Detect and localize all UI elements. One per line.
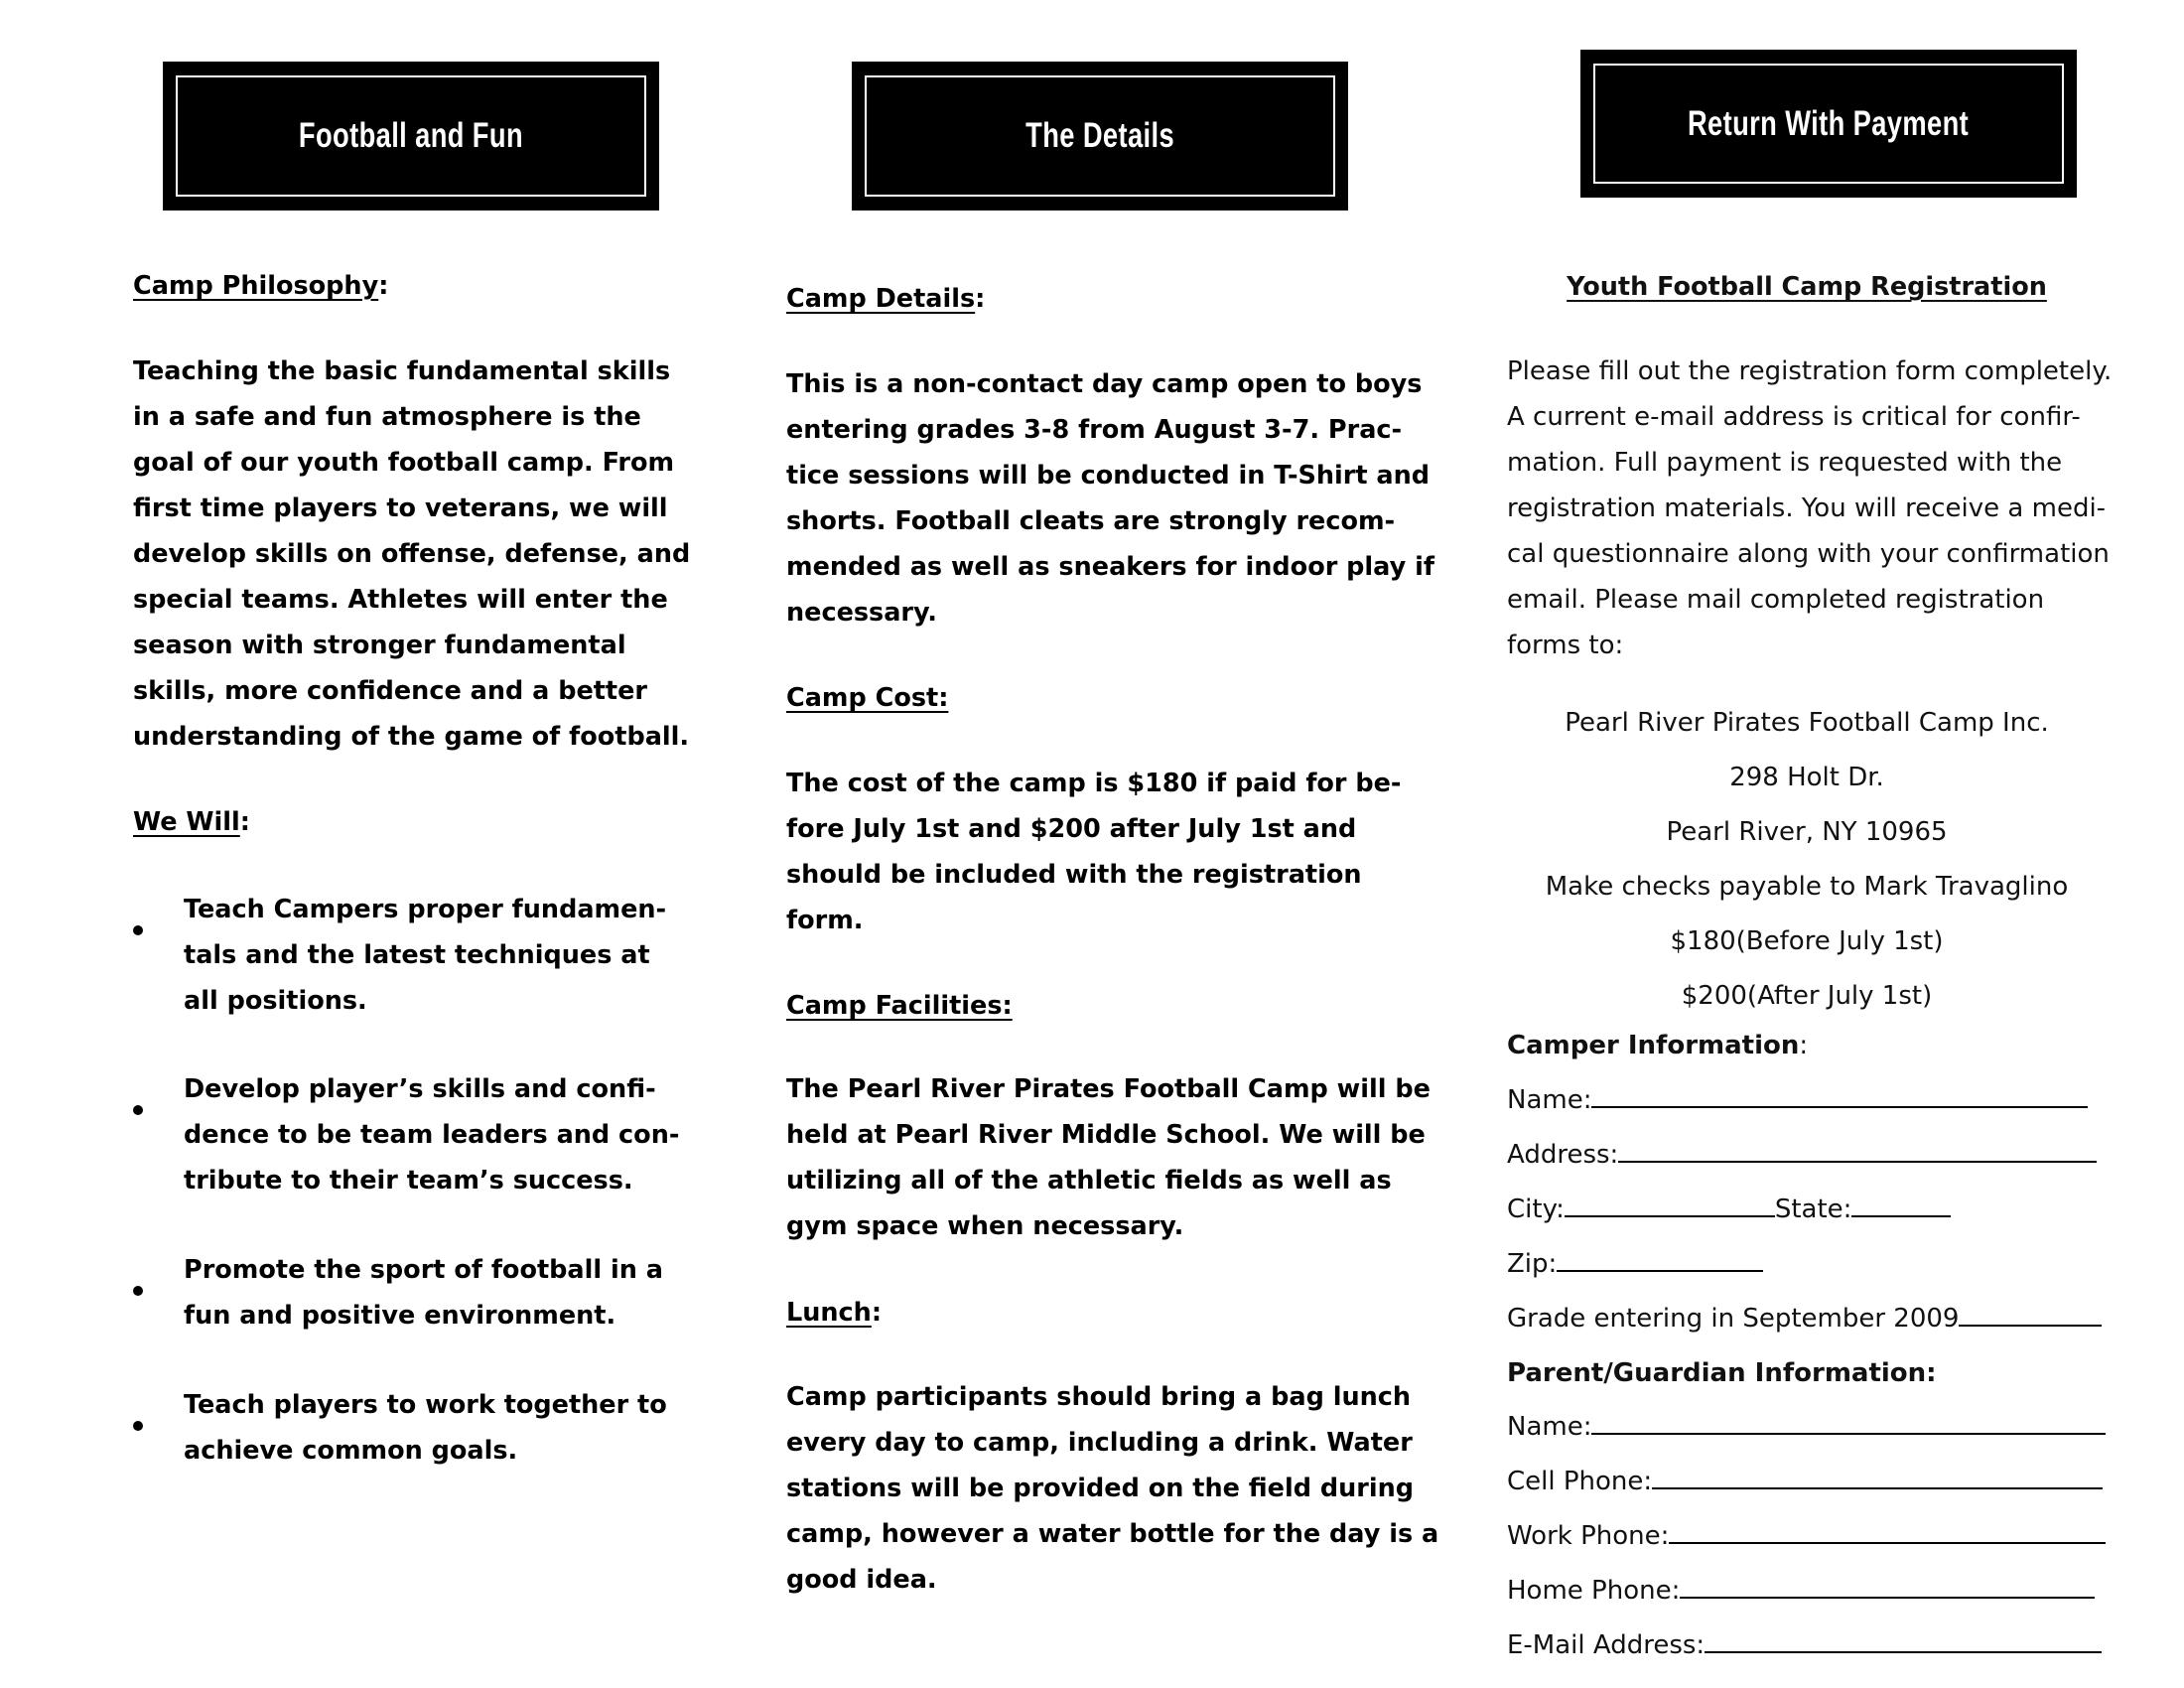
paragraph-line: The cost of the camp is $180 if paid for be- [786,769,1402,798]
registration-intro [1507,349,2112,668]
parent-email-field[interactable] [1507,1622,2102,1668]
paragraph-line: A current e-mail address is critical for confir- [1507,402,2081,432]
paragraph-line: entering grades 3-8 from August 3-7. Prac- [786,415,1403,445]
bullet-line: Promote the sport of football in a [184,1255,663,1285]
bullet-icon [133,1400,143,1446]
registration-title-text: Youth Football Camp Registration [1567,272,2047,302]
price-line: $180(Before July 1st) [1670,926,1944,956]
paragraph-line: develop skills on offense, defense, and [133,539,691,569]
field-label: City: [1507,1195,1565,1224]
bullet-item [133,887,689,1024]
camp-details-heading [786,276,985,322]
paragraph-line: The Pearl River Pirates Football Camp will be [786,1074,1431,1104]
we-will-heading [133,799,250,845]
state-input-line[interactable] [1851,1190,1951,1217]
heading-colon: : [378,271,389,301]
paragraph-line: understanding of the game of football. [133,722,690,752]
parent-name-input-line[interactable] [1591,1407,2106,1435]
field-label: Name: [1507,1085,1592,1115]
middle-column [786,0,1441,1688]
cell-phone-input-line[interactable] [1652,1462,2103,1489]
paragraph-line: skills, more confidence and a better [133,676,647,706]
paragraph-line: in a safe and fun atmosphere is the [133,402,641,432]
registration-title [1507,264,2107,310]
address-input-line[interactable] [1618,1135,2097,1163]
bullet-line: fun and positive environment. [184,1301,616,1331]
header-title: The Details [1025,116,1174,155]
field-label: Name: [1507,1412,1592,1442]
paragraph-line: shorts. Football cleats are strongly recom- [786,506,1396,536]
camp-facilities-heading [786,983,1013,1029]
camp-philosophy-heading [133,263,388,309]
paragraph-line: good idea. [786,1565,937,1595]
bullet-line: tribute to their team’s success. [184,1166,633,1196]
heading-text: Camp Cost: [786,683,949,713]
mailing-address [1507,696,2107,1024]
paragraph-line: camp, however a water bottle for the day is a [786,1519,1439,1549]
paragraph-line: goal of our youth football camp. From [133,448,675,478]
bullet-icon [133,1084,143,1130]
left-column [133,0,729,1688]
paragraph-line: tice sessions will be conducted in T-Shirt and [786,461,1431,491]
home-phone-input-line[interactable] [1680,1571,2095,1599]
camper-grade-field[interactable] [1507,1296,2102,1341]
paragraph-line: should be included with the registration [786,860,1362,890]
address-line: Pearl River, NY 10965 [1666,817,1948,847]
lunch-heading [786,1290,882,1336]
paragraph-line: season with stronger fundamental [133,631,626,660]
camp-facilities-paragraph [786,1066,1431,1249]
heading-text: Camp Philosophy [133,271,379,301]
paragraph-line: form. [786,906,864,935]
paragraph-line: necessary. [786,598,937,628]
address-line: Make checks payable to Mark Travaglino [1545,872,2069,902]
paragraph-line: Please fill out the registration form completely. [1507,356,2113,386]
paragraph-line: email. Please mail completed registration [1507,585,2045,615]
paragraph-line: mended as well as sneakers for indoor play if [786,552,1434,582]
paragraph-line: Camp participants should bring a bag lunch [786,1382,1412,1412]
paragraph-line: mation. Full payment is requested with the [1507,448,2063,478]
bullet-icon [133,1265,143,1311]
header-title: Return With Payment [1688,103,1970,143]
bullet-line: all positions. [184,986,367,1016]
field-label: Grade entering in September 2009 [1507,1304,1960,1334]
bullet-line: dence to be team leaders and con- [184,1120,680,1150]
paragraph-line: forms to: [1507,631,1624,660]
bullet-line: Develop player’s skills and confi- [184,1074,656,1104]
paragraph-line: every day to camp, including a drink. Water [786,1428,1413,1458]
parent-name-field[interactable] [1507,1404,2106,1450]
paragraph-line: registration materials. You will receive a medi- [1507,493,2107,523]
camper-address-field[interactable] [1507,1132,2097,1178]
field-label: Address: [1507,1140,1619,1170]
field-label: Cell Phone: [1507,1467,1653,1496]
heading-colon: : [239,807,250,837]
parent-cell-phone-field[interactable] [1507,1459,2103,1504]
grade-input-line[interactable] [1959,1299,2102,1327]
bullet-line: achieve common goals. [184,1436,518,1466]
address-line: 298 Holt Dr. [1729,763,1884,792]
camper-name-field[interactable] [1507,1077,2088,1123]
paragraph-line: fore July 1st and $200 after July 1st and [786,814,1357,844]
bullet-line: Teach players to work together to [184,1390,667,1420]
camp-philosophy-paragraph [133,349,690,760]
heading-colon: : [1799,1031,1809,1060]
field-label: State: [1774,1195,1852,1224]
header-title: Football and Fun [298,116,524,155]
paragraph-line: cal questionnaire along with your confirmation [1507,539,2110,569]
camp-cost-heading [786,675,948,721]
paragraph-line: utilizing all of the athletic fields as well as [786,1166,1392,1196]
parent-work-phone-field[interactable] [1507,1513,2106,1559]
camper-information-heading [1507,1023,1808,1068]
paragraph-line: held at Pearl River Middle School. We will be [786,1120,1426,1150]
price-line: $200(After July 1st) [1681,981,1933,1011]
parent-home-phone-field[interactable] [1507,1568,2095,1614]
bullet-line: Teach Campers proper fundamen- [184,895,667,924]
camper-city-state-field[interactable] [1507,1187,1951,1232]
bullet-icon [133,905,143,950]
heading-text: Camper Information [1507,1031,1800,1060]
heading-text: Lunch [786,1298,872,1328]
field-label: Work Phone: [1507,1521,1670,1551]
heading-colon: : [871,1298,883,1328]
camp-cost-paragraph [786,761,1402,943]
right-column [1507,0,2113,1688]
parent-information-heading [1507,1350,1937,1396]
paragraph-line: Teaching the basic fundamental skills [133,356,671,386]
field-label: Zip: [1507,1249,1558,1279]
bullet-item [133,1382,689,1474]
lunch-paragraph [786,1374,1438,1603]
name-input-line[interactable] [1591,1080,2088,1108]
heading-text: We Will [133,807,240,837]
city-input-line[interactable] [1565,1190,1775,1217]
heading-text: Parent/Guardian Information: [1507,1358,1937,1388]
work-phone-input-line[interactable] [1669,1516,2106,1544]
camper-zip-field[interactable] [1507,1241,1763,1287]
field-label: E-Mail Address: [1507,1630,1706,1660]
bullet-item [133,1247,689,1338]
camp-details-paragraph [786,361,1434,635]
paragraph-line: This is a non-contact day camp open to boys [786,369,1423,399]
paragraph-line: stations will be provided on the field during [786,1474,1414,1503]
bullet-item [133,1066,689,1203]
email-input-line[interactable] [1705,1625,2102,1653]
paragraph-line: special teams. Athletes will enter the [133,585,668,615]
bullet-line: tals and the latest techniques at [184,940,650,970]
heading-text: Camp Facilities: [786,991,1013,1021]
zip-input-line[interactable] [1557,1244,1763,1272]
heading-colon: : [975,284,986,314]
field-label: Home Phone: [1507,1576,1681,1606]
heading-text: Camp Details [786,284,976,314]
paragraph-line: first time players to veterans, we will [133,493,668,523]
paragraph-line: gym space when necessary. [786,1211,1184,1241]
address-line: Pearl River Pirates Football Camp Inc. [1565,708,2049,738]
